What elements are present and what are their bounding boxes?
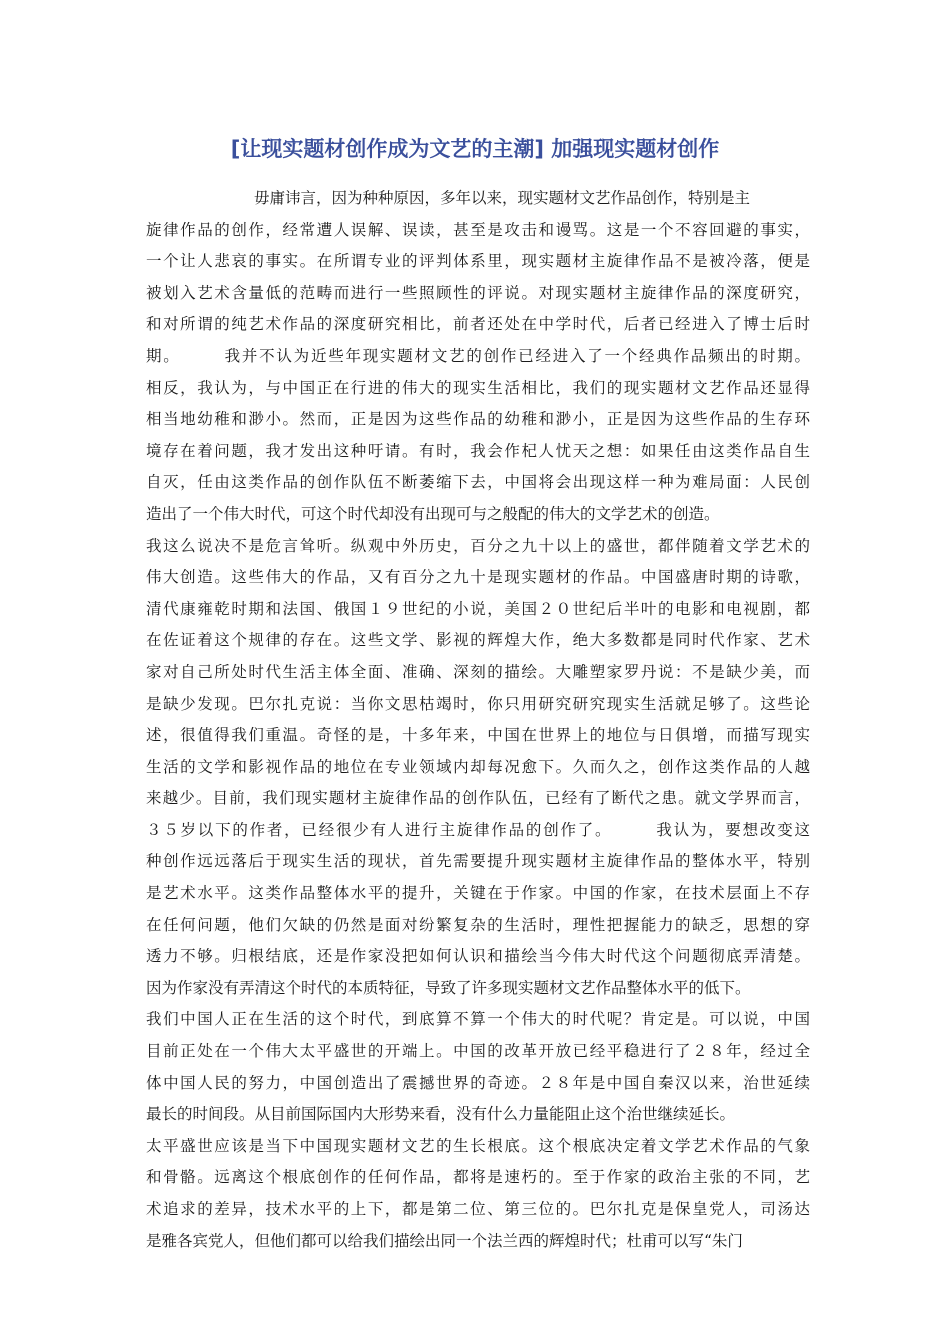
body-line: 目前正处在一个伟大太平盛世的开端上。中国的改革开放已经平稳进行了２８年，经过全: [146, 1042, 810, 1061]
body-line: 术追求的差异，技术水平的上下，都是第二位、第三位的。巴尔扎克是保皇党人，司汤达: [146, 1200, 810, 1218]
body-line: 种创作远远落后于现实生活的现状，首先需要提升现实题材主旋律作品的整体水平，特别: [146, 852, 810, 871]
body-line: 来越少。目前，我们现实题材主旋律作品的创作队伍，已经有了断代之患。就文学界而言，: [146, 789, 810, 808]
body-line: 自灭，任由这类作品的创作队伍不断萎缩下去，中国将会出现这样一种为难局面：人民创: [146, 473, 810, 492]
body-line: 清代康雍乾时期和法国、俄国１９世纪的小说，美国２０世纪后半叶的电影和电视剧，都: [146, 599, 810, 618]
body-line: 在任何问题，他们欠缺的仍然是面对纷繁复杂的生活时，理性把握能力的缺乏，思想的穿: [146, 915, 810, 934]
body-line: 境存在着问题，我才发出这种吁请。有时，我会作杞人忧天之想：如果任由这类作品自生: [146, 441, 810, 460]
body-line: 我这么说决不是危言耸听。纵观中外历史，百分之九十以上的盛世，都伴随着文学艺术的: [146, 536, 810, 555]
body-line: ３５岁以下的作者，已经很少有人进行主旋律作品的创作了。 我认为，要想改变这: [146, 820, 810, 839]
body-line: 我们中国人正在生活的这个时代，到底算不算一个伟大的时代呢？肯定是。可以说，中国: [146, 1010, 810, 1029]
body-line: 是艺术水平。这类作品整体水平的提升，关键在于作家。中国的作家，在技术层面上不存: [146, 884, 810, 903]
document-title: [让现实题材创作成为文艺的主潮] 加强现实题材创作: [230, 137, 720, 161]
body-line: 透力不够。归根结底，还是作家没把如何认识和描绘当今伟大时代这个问题彻底弄清楚。: [146, 947, 810, 966]
body-line: 因为作家没有弄清这个时代的本质特征，导致了许多现实题材文艺作品整体水平的低下。: [146, 978, 751, 997]
body-line: 是雅各宾党人，但他们都可以给我们描绘出同一个法兰西的辉煌时代；杜甫可以写“朱门: [146, 1231, 743, 1250]
body-line: 太平盛世应该是当下中国现实题材文艺的生长根底。这个根底决定着文学艺术作品的气象: [146, 1136, 810, 1155]
body-line: 和对所谓的纯艺术作品的深度研究相比，前者还处在中学时代，后者已经进入了博士后时: [146, 315, 810, 334]
body-line: 期。 我并不认为近些年现实题材文艺的创作已经进入了一个经典作品频出的时期。: [146, 346, 810, 365]
article-body: [146, 183, 810, 1257]
body-line: 是缺少发现。巴尔扎克说：当你文思枯竭时，你只用研究研究现实生活就足够了。这些论: [146, 694, 810, 713]
body-line: 生活的文学和影视作品的地位在专业领域内却每况愈下。久而久之，创作这类作品的人越: [146, 757, 810, 776]
body-line: 在佐证着这个规律的存在。这些文学、影视的辉煌大作，绝大多数都是同时代作家、艺术: [146, 631, 810, 650]
body-line: 毋庸讳言，因为种种原因，多年以来，现实题材文艺作品创作，特别是主: [254, 189, 751, 207]
body-line: 和骨骼。远离这个根底创作的任何作品，都将是速朽的。至于作家的政治主张的不同，艺: [146, 1168, 810, 1187]
body-line: 体中国人民的努力，中国创造出了震撼世界的奇迹。２８年是中国自秦汉以来，治世延续: [146, 1073, 810, 1092]
body-line: 被划入艺术含量低的范畴而进行一些照顾性的评说。对现实题材主旋律作品的深度研究，: [146, 283, 810, 302]
body-line: 伟大创造。这些伟大的作品，又有百分之九十是现实题材的作品。中国盛唐时期的诗歌，: [146, 568, 810, 587]
body-line: 家对自己所处时代生活主体全面、准确、深刻的描绘。大雕塑家罗丹说：不是缺少美，而: [146, 662, 810, 681]
body-line: 最长的时间段。从目前国际国内大形势来看，没有什么力量能阻止这个治世继续延长。: [146, 1105, 736, 1124]
body-line: 相反，我认为，与中国正在行进的伟大的现实生活相比，我们的现实题材文艺作品还显得: [146, 378, 810, 397]
body-line: 述，很值得我们重温。奇怪的是，十多年来，中国在世界上的地位与日俱增，而描写现实: [146, 726, 810, 745]
body-line: 旋律作品的创作，经常遭人误解、误读，甚至是攻击和谩骂。这是一个不容回避的事实，: [146, 220, 810, 239]
body-line: 造出了一个伟大时代，可这个时代却没有出现可与之般配的伟大的文学艺术的创造。: [146, 504, 720, 523]
body-line: 相当地幼稚和渺小。然而，正是因为这些作品的幼稚和渺小，正是因为这些作品的生存环: [146, 410, 810, 429]
body-line: 一个让人悲哀的事实。在所谓专业的评判体系里，现实题材主旋律作品不是被冷落，便是: [146, 252, 810, 271]
